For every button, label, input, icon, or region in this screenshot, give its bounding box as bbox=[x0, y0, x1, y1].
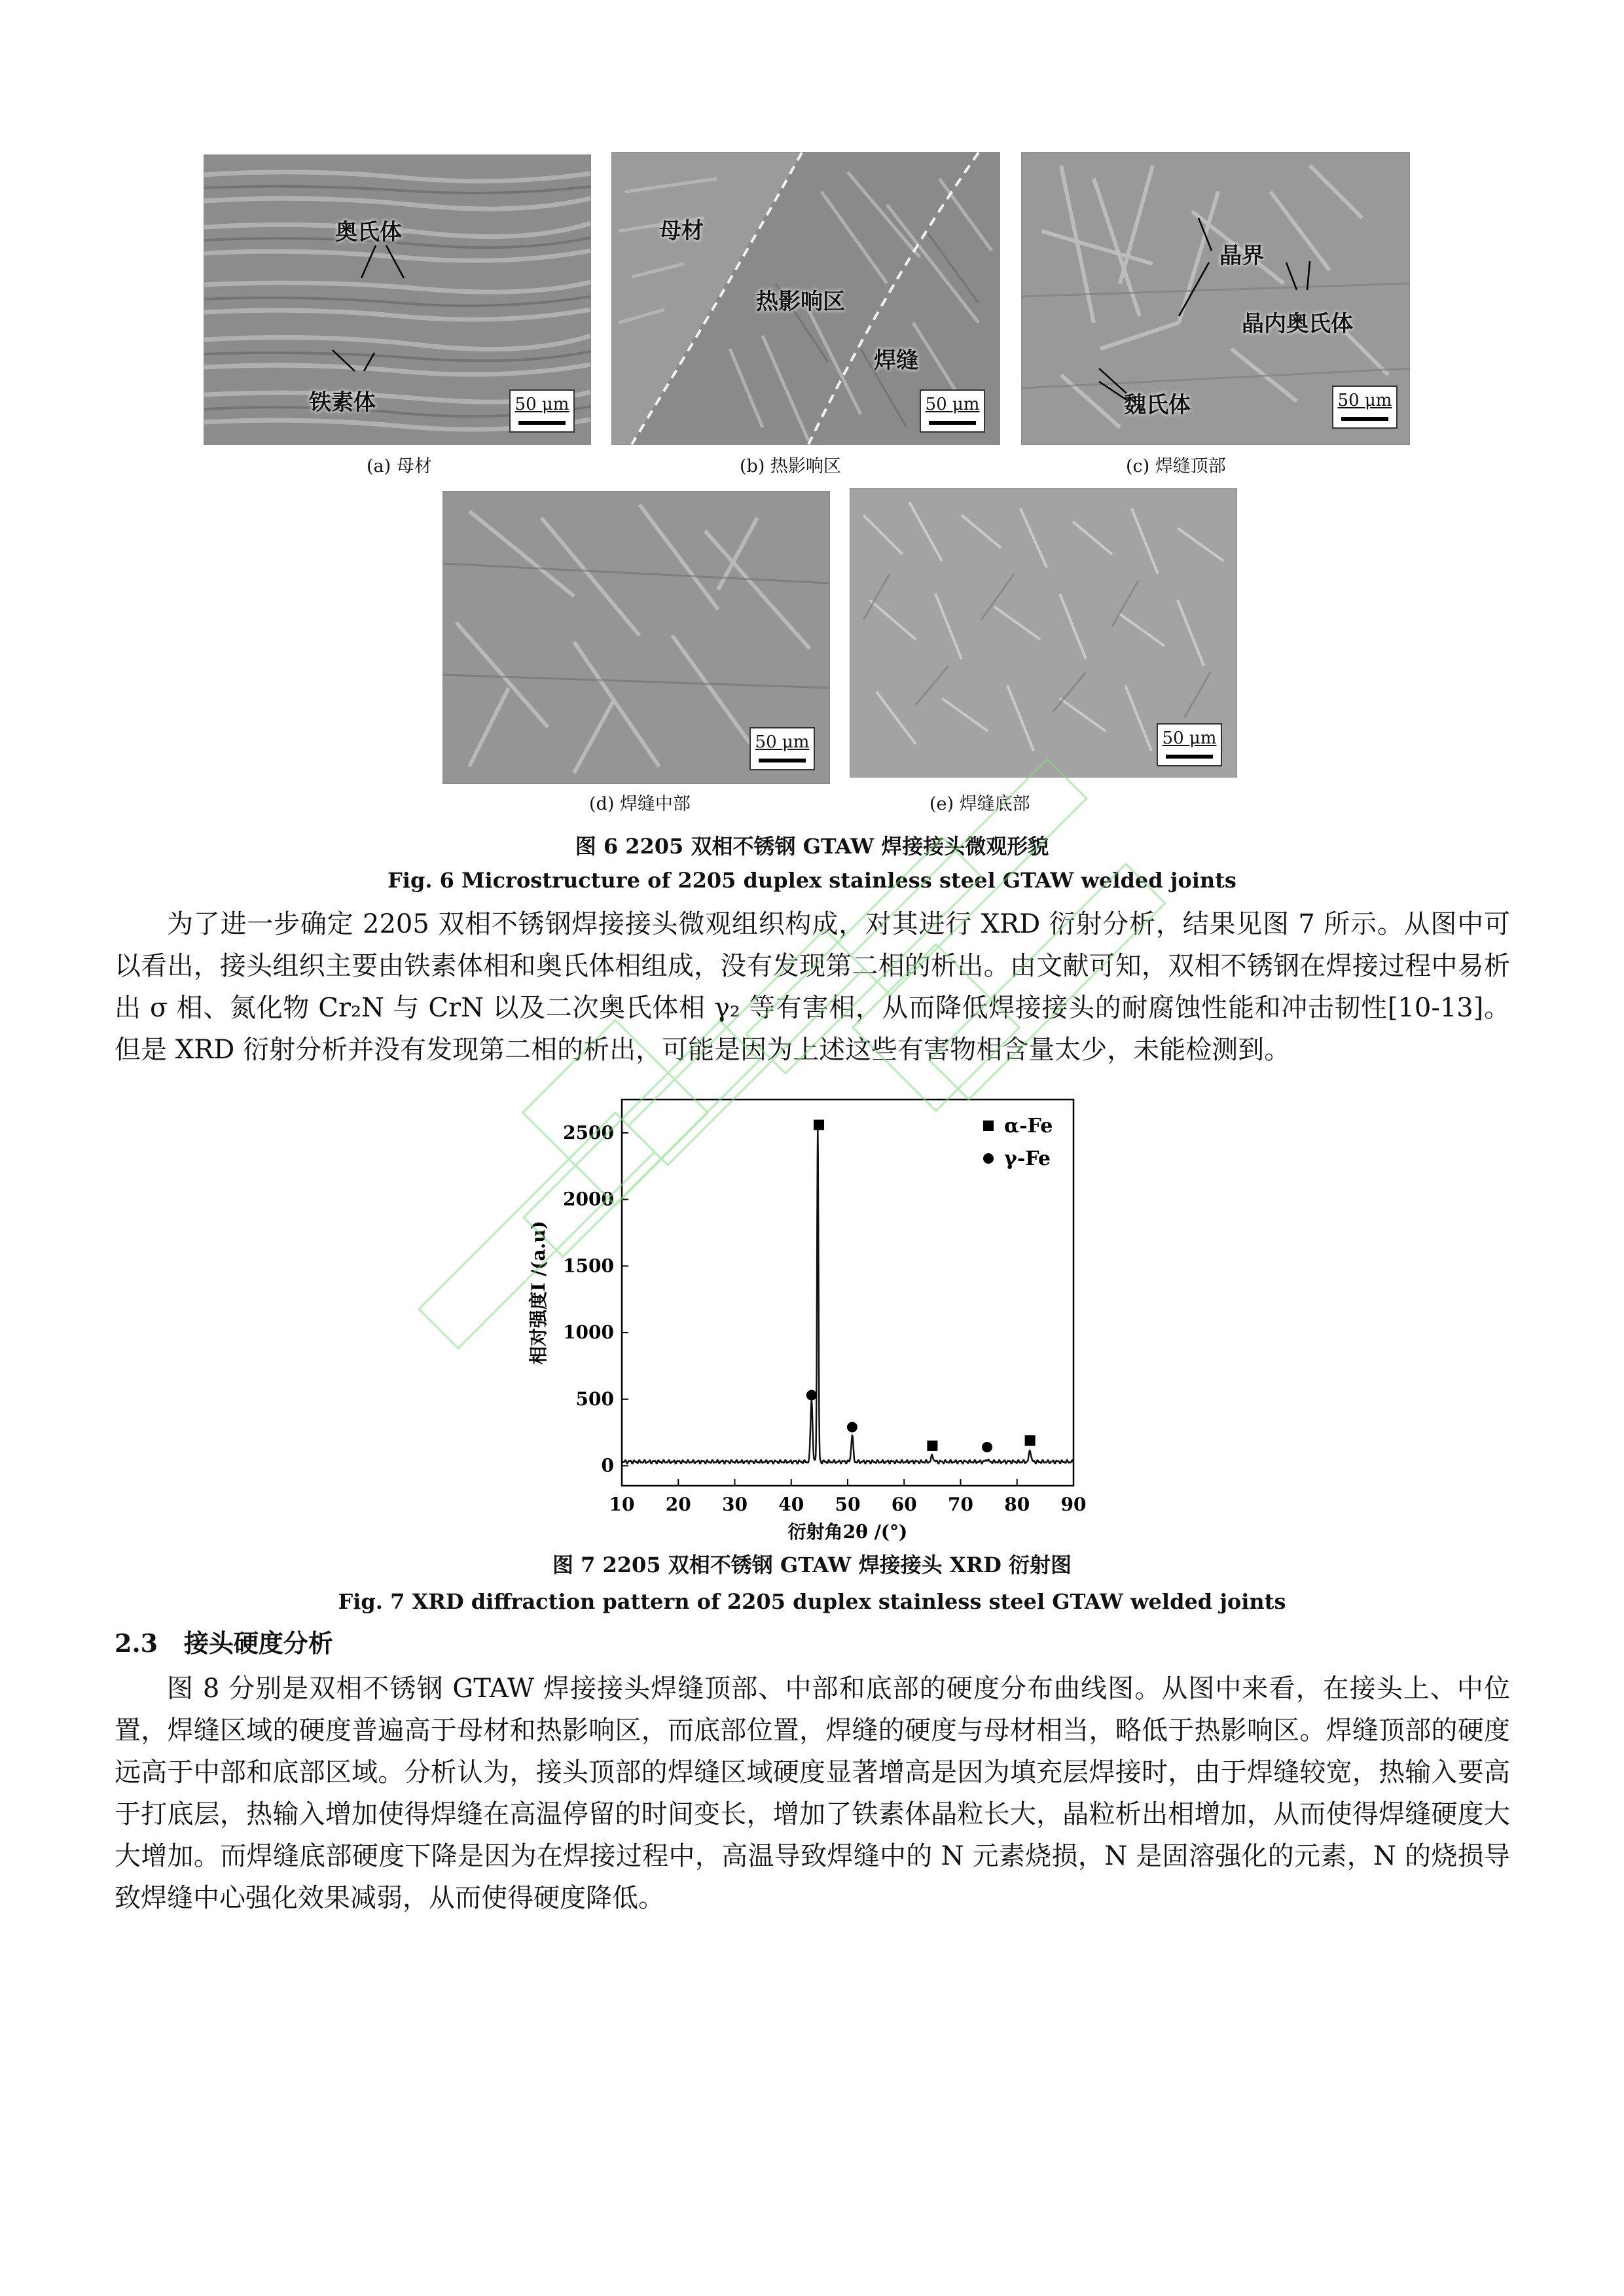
scale-bar-c: 50 μm bbox=[1332, 386, 1398, 429]
scale-bar-a: 50 μm bbox=[509, 389, 575, 433]
fig6-caption-en: Fig. 6 Microstructure of 2205 duplex stainless steel GTAW welded joints bbox=[388, 868, 1236, 893]
label-weld: 焊缝 bbox=[874, 348, 918, 374]
label-intragranular-austenite: 晶内奥氏体 bbox=[1242, 311, 1353, 337]
section-title: 接头硬度分析 bbox=[183, 1628, 333, 1658]
y-tick-label: 2000 bbox=[563, 1188, 614, 1210]
label-austenite: 奥氏体 bbox=[335, 219, 402, 245]
x-tick-label: 80 bbox=[1004, 1494, 1030, 1515]
y-tick-label: 2500 bbox=[563, 1121, 614, 1143]
x-tick-label: 20 bbox=[665, 1494, 691, 1515]
legend-alpha-fe-marker bbox=[983, 1121, 994, 1131]
gamma-fe-marker bbox=[982, 1442, 992, 1452]
label-widmanstatten: 魏氏体 bbox=[1124, 392, 1191, 418]
paragraph-hardness-text: 图 8 分别是双相不锈钢 GTAW 焊接接头焊缝顶部、中部和底部的硬度分布曲线图。从图中来看，在接头上、中位置，焊缝区域的硬度普遍高于母材和热影响区，而底部位置，焊缝的硬度与母材相当，略低于热影响区。焊缝顶部的硬度远高于中部和底部区域。分析认为，接头顶部的焊缝区域硬度显著增高是因为填充层焊接时，由于焊缝较宽，热输入要高于打底层，热输入增加使得焊缝在高温停留的时间变长，增加了铁素体晶粒长大，晶粒析出相增加，从而使得焊缝硬度大大增加。而焊缝底部硬度下降是因为在焊接过程中，高温导致焊缝中的 N 元素烧损，N 是固溶强化的元素，N 的烧损导致焊缝中心强化效果减弱，从而使得硬度降低。 bbox=[115, 1674, 1510, 1913]
gamma-fe-marker bbox=[806, 1390, 817, 1401]
legend-label: γ-Fe bbox=[1004, 1147, 1051, 1170]
caption-d: (d) 焊缝中部 bbox=[589, 794, 691, 814]
paragraph-hardness bbox=[115, 1668, 1510, 1919]
y-tick-label: 1000 bbox=[563, 1321, 614, 1344]
x-tick-label: 50 bbox=[835, 1494, 861, 1515]
section-number: 2.3 bbox=[115, 1628, 158, 1658]
x-tick-label: 40 bbox=[778, 1494, 804, 1515]
y-tick-label: 1500 bbox=[563, 1255, 614, 1277]
gamma-fe-marker bbox=[847, 1422, 857, 1432]
scale-bar-d: 50 μm bbox=[749, 727, 815, 770]
scale-bar-b: 50 μm bbox=[920, 389, 985, 433]
alpha-fe-marker bbox=[814, 1120, 824, 1130]
section-heading bbox=[115, 1623, 333, 1659]
scale-bar-e: 50 μm bbox=[1157, 723, 1222, 766]
caption-c: (c) 焊缝顶部 bbox=[1126, 456, 1226, 476]
y-tick-label: 0 bbox=[601, 1454, 614, 1477]
xrd-chart bbox=[524, 1086, 1113, 1543]
y-tick-label: 500 bbox=[575, 1388, 614, 1410]
fig7-caption-en: Fig. 7 XRD diffraction pattern of 2205 duplex stainless steel GTAW welded joints bbox=[338, 1589, 1286, 1614]
label-base-metal: 母材 bbox=[659, 218, 704, 244]
alpha-fe-marker bbox=[1025, 1435, 1036, 1446]
x-axis-label: 衍射角2θ /(°) bbox=[787, 1521, 908, 1543]
x-tick-label: 30 bbox=[722, 1494, 748, 1515]
caption-e: (e) 焊缝底部 bbox=[929, 794, 1030, 814]
x-tick-label: 90 bbox=[1060, 1494, 1087, 1515]
y-axis-label: 相对强度I /(a.u) bbox=[528, 1221, 549, 1365]
micrograph-d bbox=[442, 491, 830, 784]
micrograph-c bbox=[1021, 152, 1410, 445]
legend-gamma-fe-marker bbox=[983, 1153, 994, 1164]
x-tick-label: 10 bbox=[609, 1494, 635, 1515]
paragraph-xrd-intro bbox=[115, 903, 1510, 1071]
fig6-caption-cn: 图 6 2205 双相不锈钢 GTAW 焊接接头微观形貌 bbox=[575, 834, 1049, 859]
x-tick-label: 60 bbox=[891, 1494, 917, 1515]
micrograph-b bbox=[611, 152, 1000, 445]
label-grain-boundary: 晶界 bbox=[1219, 243, 1264, 269]
micrograph-a bbox=[204, 154, 591, 445]
label-haz: 热影响区 bbox=[756, 289, 845, 315]
paragraph-xrd-intro-text: 为了进一步确定 2205 双相不锈钢焊接接头微观组织构成，对其进行 XRD 衍射分析，结果见图 7 所示。从图中可以看出，接头组织主要由铁素体相和奥氏体相组成，没有发现第二相的析出。由文献可知，双相不锈钢在焊接过程中易析出 σ 相、氮化物 Cr₂N 与 CrN 以及二次奥氏体相 γ₂ 等有害相，从而降低焊接接头的耐腐蚀性能和冲击韧性[10-13]。但是 XRD 衍射分析并没有发现第二相的析出，可能是因为上述这些有害物相含量太少，未能检测到。 bbox=[115, 909, 1510, 1065]
micrograph-e bbox=[850, 488, 1237, 778]
legend-label: α-Fe bbox=[1004, 1115, 1053, 1138]
x-tick-label: 70 bbox=[948, 1494, 973, 1515]
xrd-trace bbox=[622, 1130, 1074, 1463]
caption-a: (a) 母材 bbox=[367, 456, 432, 476]
alpha-fe-marker bbox=[927, 1441, 937, 1451]
label-ferrite: 铁素体 bbox=[309, 389, 376, 416]
fig7-caption-cn: 图 7 2205 双相不锈钢 GTAW 焊接接头 XRD 衍射图 bbox=[552, 1552, 1072, 1577]
caption-b: (b) 热影响区 bbox=[740, 456, 841, 476]
